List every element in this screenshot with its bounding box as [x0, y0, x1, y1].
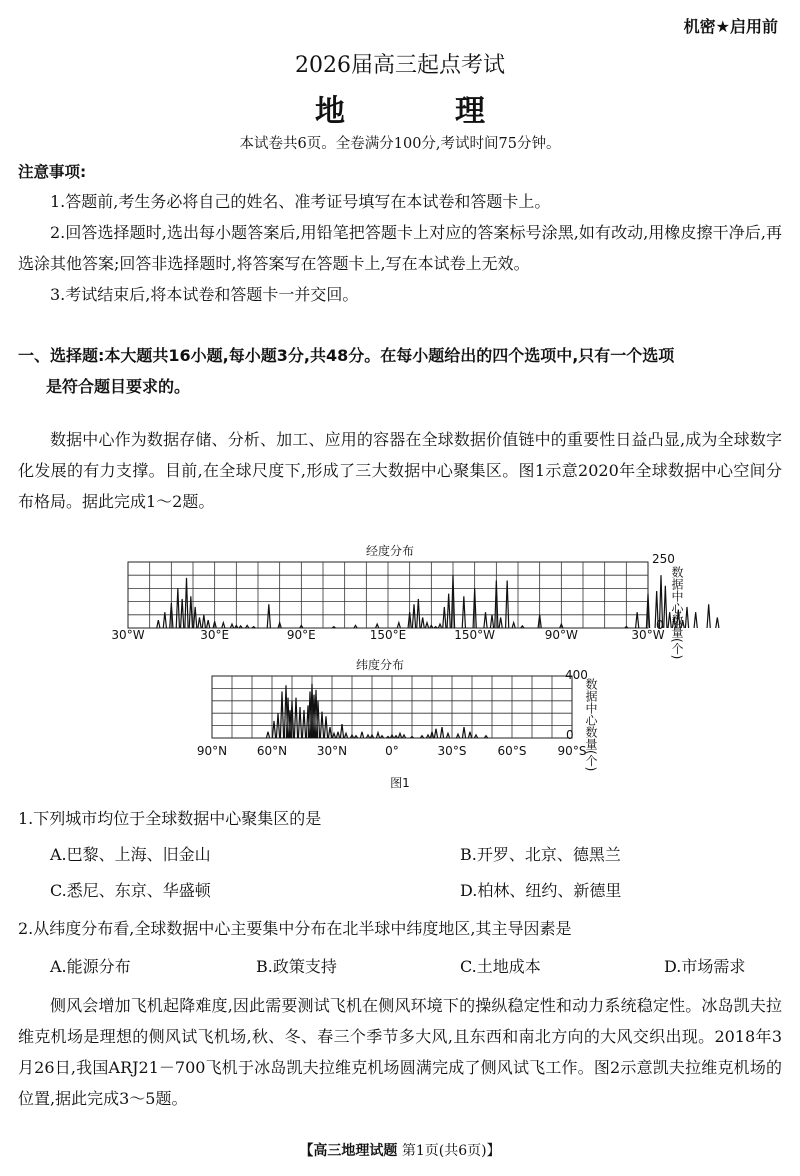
data-spike — [272, 721, 275, 738]
data-spike — [360, 732, 363, 738]
question-2-option-a[interactable]: A.能源分布 — [50, 957, 131, 976]
longitude-ymin-label: 0 — [656, 618, 664, 632]
exam-info: 本试卷共6页。全卷满分100分,考试时间75分钟。 — [239, 136, 561, 152]
data-spike — [425, 623, 428, 628]
footer-page: 第1页(共6页)】 — [401, 1143, 501, 1159]
section-heading — [18, 340, 788, 402]
longitude-chart-title: 经度分布 — [365, 544, 414, 558]
latitude-chart-title: 纬度分布 — [355, 658, 404, 672]
question-2-option-c[interactable]: C.土地成本 — [460, 957, 541, 976]
data-spike — [707, 604, 710, 628]
latitude-tick-label: 30°S — [437, 744, 467, 758]
longitude-tick-label: 30°W — [631, 628, 665, 642]
note-item: 3.考试结束后,将本试卷和答题卡一并交回。 — [50, 285, 359, 304]
data-spike — [456, 734, 459, 738]
data-spike — [189, 596, 192, 628]
data-spike — [499, 617, 502, 628]
data-spike — [266, 732, 269, 738]
subject-title: 地 理 — [315, 94, 525, 129]
longitude-tick-label: 150°W — [454, 628, 496, 642]
section-heading-line2: 是符合题目要求的。 — [46, 377, 191, 396]
latitude-tick-label: 0° — [385, 744, 399, 758]
data-spike — [202, 615, 205, 628]
data-spike — [185, 578, 188, 628]
passage-1-text: 数据中心作为数据存储、分析、加工、应用的容器在全球数据价值链中的重要性日益凸显,成为全球数字化发展的有力支撑。目前,在全球尺度下,形成了三大数据中心聚集区。图1示意2020年全球数据中心空间分布格局。据此完成1～2题。 — [18, 430, 782, 511]
passage-2 — [18, 990, 782, 1114]
data-spike — [664, 586, 667, 628]
longitude-ymax-label: 250 — [652, 552, 675, 566]
notes-title: 注意事项: — [18, 163, 87, 181]
notes-list — [18, 186, 782, 310]
latitude-tick-label: 90°N — [196, 744, 228, 758]
data-spike — [207, 620, 210, 628]
data-spike — [440, 727, 443, 738]
question-1-option-a[interactable]: A.巴黎、上海、旧金山 — [50, 845, 211, 864]
data-spike — [512, 623, 515, 628]
data-spike — [320, 712, 323, 738]
passage-2-text: 侧风会增加飞机起降难度,因此需要测试飞机在侧风环境下的操纵稳定性和动力系统稳定性。冰岛凯夫拉维克机场是理想的侧风试飞机场,秋、冬、春三个季节多大风,且东西和南北方向的大风交织出现。2018年3月26日,我国ARJ21－700飞机于冰岛凯夫拉维克机场圆满完成了侧风试飞工作。图2示意凯夫拉维克机场的位置,据此完成3～5题。 — [18, 996, 782, 1108]
data-spike — [344, 733, 347, 738]
data-spike — [267, 604, 270, 628]
data-spike — [198, 617, 201, 628]
latitude-tick-label: 60°N — [256, 744, 288, 758]
data-spike — [302, 710, 305, 738]
data-spike — [176, 588, 179, 628]
latitude-ymax-label: 400 — [565, 668, 588, 682]
data-spike — [336, 732, 339, 738]
data-spike — [694, 612, 697, 628]
exam-title: 2026届高三起点考试 — [295, 53, 505, 78]
longitude-y-axis-label: 数据中心数量(个) — [670, 566, 684, 660]
question-1-stem: 1.下列城市均位于全球数据中心聚集区的是 — [18, 809, 322, 828]
longitude-tick-label: 30°W — [111, 628, 145, 642]
data-spike — [157, 620, 160, 628]
data-spike — [443, 607, 446, 628]
latitude-y-axis-label: 数据中心数量(个) — [584, 678, 598, 772]
longitude-tick-label: 150°E — [369, 628, 407, 642]
confidential-label: 机密★启用前 — [683, 17, 778, 36]
data-spike — [298, 707, 301, 738]
data-spike — [446, 733, 449, 738]
data-spike — [421, 617, 424, 628]
data-spike — [332, 733, 335, 738]
data-spike — [447, 594, 450, 628]
data-spike — [468, 732, 471, 738]
latitude-tick-label: 90°S — [557, 744, 587, 758]
data-spike — [194, 607, 197, 628]
section-heading-line1: 一、选择题:本大题共16小题,每小题3分,共48分。在每小题给出的四个选项中,只有一个选项 — [18, 346, 675, 365]
latitude-chart — [200, 672, 600, 744]
question-2-option-d[interactable]: D.市场需求 — [664, 957, 746, 976]
data-spike — [434, 729, 437, 738]
question-2-option-b[interactable]: B.政策支持 — [256, 957, 337, 976]
footer-title: 【高三地理试题 — [299, 1143, 398, 1159]
data-spike — [438, 624, 441, 628]
longitude-tick-label: 90°W — [544, 628, 578, 642]
question-1-option-b[interactable]: B.开罗、北京、德黑兰 — [460, 845, 621, 864]
data-spike — [462, 727, 465, 738]
data-spike — [181, 599, 184, 628]
data-spike — [324, 716, 327, 738]
data-spike — [716, 617, 719, 628]
question-1-option-d[interactable]: D.柏林、纽约、新德里 — [460, 881, 622, 900]
question-1-option-c[interactable]: C.悉尼、东京、华盛顿 — [50, 881, 211, 900]
latitude-tick-label: 30°N — [316, 744, 348, 758]
data-spike — [398, 733, 401, 738]
latitude-tick-label: 60°S — [497, 744, 527, 758]
data-spike — [340, 724, 343, 738]
data-spike — [462, 596, 465, 628]
data-spike — [685, 607, 688, 628]
data-spike — [280, 692, 283, 739]
data-spike — [376, 733, 379, 738]
longitude-tick-label: 30°E — [200, 628, 230, 642]
note-item: 2.回答选择题时,选出每小题答案后,用铅笔把答题卡上对应的答案标号涂黑,如有改动,用橡皮擦干净后,再选涂其他答案;回答非选择题时,将答案写在答题卡上,写在本试卷上无效。 — [18, 223, 782, 273]
data-spike — [490, 615, 493, 628]
data-spike — [412, 604, 415, 628]
figure-caption: 图1 — [390, 776, 410, 790]
data-spike — [417, 599, 420, 628]
question-2-stem: 2.从纬度分布看,全球数据中心主要集中分布在北半球中纬度地区,其主导因素是 — [18, 919, 572, 938]
note-item: 1.答题前,考生务必将自己的姓名、准考证号填写在本试卷和答题卡上。 — [50, 192, 551, 211]
latitude-ymin-label: 0 — [566, 728, 574, 742]
data-spike — [328, 727, 331, 738]
passage-1 — [18, 424, 782, 517]
page-footer — [0, 1140, 800, 1160]
data-spike — [294, 698, 297, 738]
data-spike — [506, 580, 509, 628]
longitude-tick-label: 90°E — [286, 628, 316, 642]
